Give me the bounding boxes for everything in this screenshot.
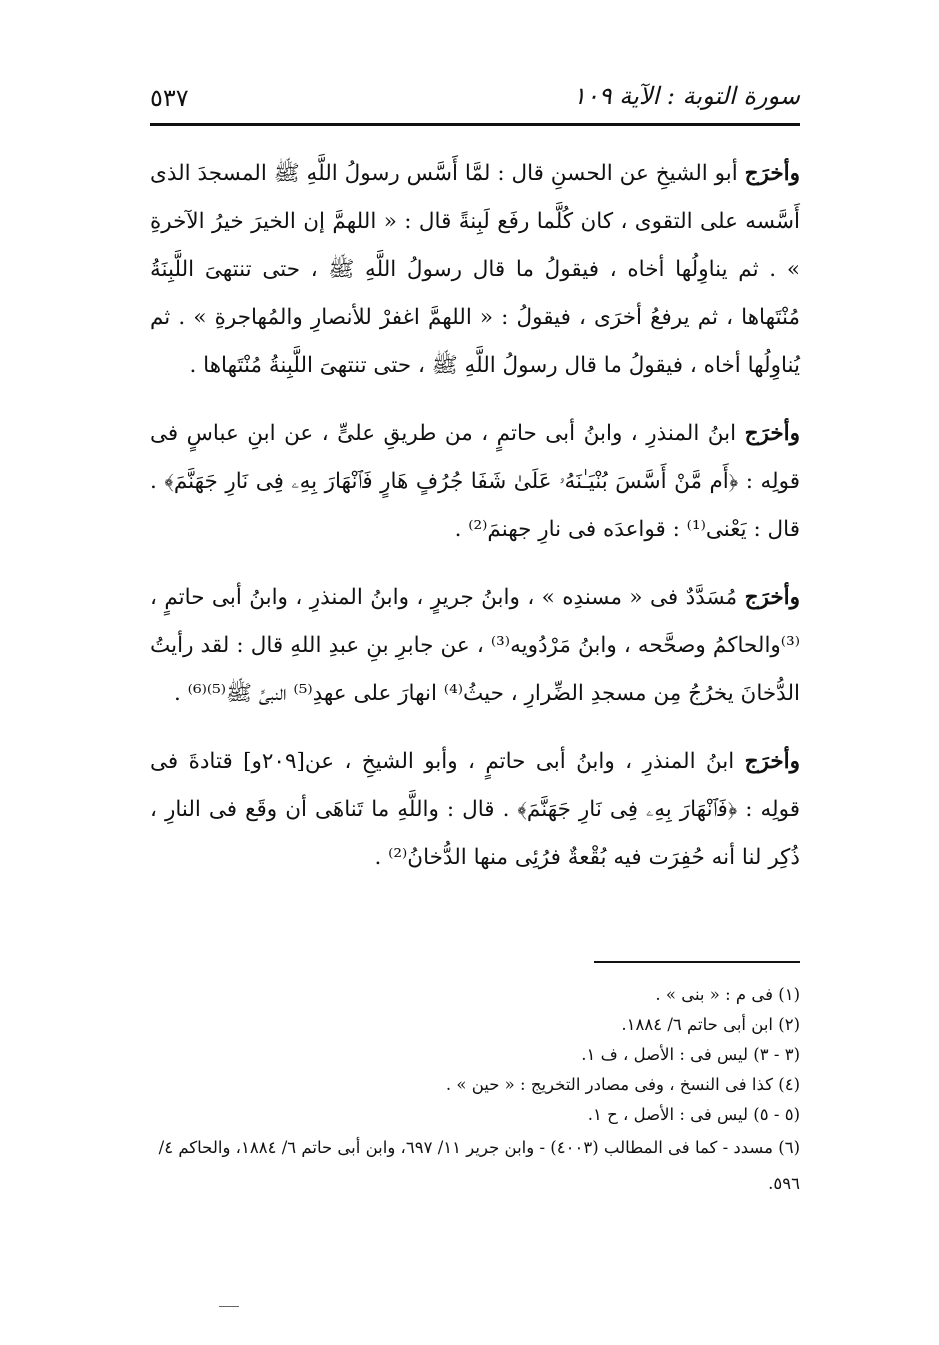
paragraph-3	[150, 574, 800, 718]
running-title: سورة التوبة : الآية ١٠٩	[572, 82, 800, 110]
footnote-1: (١) فى م : « بنى » .	[655, 985, 800, 1004]
paragraph-text: مُسَدَّدٌ فى « مسندِه » ، وابنُ جريرٍ ، وابنُ المنذرِ ، وابنُ أبى حاتمٍ ، ⁽³⁾والحاكمُ وصحَّحه ، وابنُ مَرْدُويه⁽³⁾ ، عن جابرِ بنِ عبدِ اللهِ قال : لقد رأيتُ الدُّخانَ يخرُجُ مِن مسجدِ الضِّرارِ ، حيثُ⁽⁴⁾ انهارَ على عهدِ⁽⁵⁾ النبىِّ ﷺ⁽⁵⁾⁽⁶⁾ .	[150, 585, 800, 706]
paragraph-4	[150, 738, 800, 882]
header-divider	[150, 123, 800, 126]
footnote-6: (٦) مسدد - كما فى المطالب (٤٠٠٣) - وابن جرير ١١/ ٦٩٧، وابن أبى حاتم ٦/ ١٨٨٤، والحاكم ٤/ ٥٩٦.	[158, 1138, 800, 1193]
footnote-5: (٥ - ٥) ليس فى : الأصل ، ح ١.	[587, 1105, 800, 1124]
footnote-3: (٣ - ٣) ليس فى : الأصل ، ف ١.	[581, 1045, 800, 1064]
page-header	[150, 78, 800, 118]
paragraph-1	[150, 150, 800, 390]
paragraph-intro: وأخرَج	[744, 421, 800, 446]
paragraph-text: أبو الشيخِ عن الحسنِ قال : لمَّا أَسَّس رسولُ اللَّهِ ﷺ المسجدَ الذى أَسَّسه على التقوى ، كان كُلَّما رفَع لَبِنةً قال : « اللهمَّ إن الخيرَ خيرُ الآخرةِ » . ثم يناوِلُها أخاه ، فيقولُ ما قال رسولُ اللَّهِ ﷺ ، حتى تنتهىَ اللَّبِنَةُ مُنْتَهاها ، ثم يرفعُ أخرَى ، فيقولُ : « اللهمَّ اغفرْ للأنصارِ والمُهاجرةِ » . ثم يُناوِلُها أخاه ، فيقولُ ما قال رسولُ اللَّهِ ﷺ ، حتى تنتهىَ اللَّبِنةُ مُنْتَهاها .	[150, 161, 800, 378]
page-number: ٥٣٧	[150, 84, 189, 112]
paragraph-2	[150, 410, 800, 554]
footnote-2: (٢) ابن أبى حاتم ٦/ ١٨٨٤.	[621, 1015, 800, 1034]
paragraph-text: ابنُ المنذرِ ، وابنُ أبى حاتمٍ ، وأبو الشيخِ ، عن[٢٠٩و] قتادةَ فى قولِه : ﴿فَٱنْهَارَ بِهِۦ فِى نَارِ جَهَنَّمَ﴾ . قال : واللَّهِ ما تَناهَى أن وقَع فى النارِ ، ذُكِر لنا أنه حُفِرَت فيه بُقْعةٌ فرُئِى منها الدُّخانُ⁽²⁾ .	[150, 749, 800, 870]
bottom-mark	[219, 1306, 239, 1307]
footnote-4: (٤) كذا فى النسخ ، وفى مصادر التخريج : « حين » .	[445, 1075, 800, 1094]
paragraph-text: ابنُ المنذرِ ، وابنُ أبى حاتمٍ ، من طريقِ علىٍّ ، عن ابنِ عباسٍ فى قولِه : ﴿أَم مَّنْ أَسَّسَ بُنْيَـٰنَهُۥ عَلَىٰ شَفَا جُرُفٍ هَارٍ فَٱنْهَارَ بِهِۦ فِى نَارِ جَهَنَّمَ﴾ . قال : يَعْنى⁽¹⁾ : قواعدَه فى نارِ جهنمَ⁽²⁾ .	[150, 421, 800, 542]
main-text	[150, 150, 800, 902]
paragraph-intro: وأخرَج	[744, 585, 800, 610]
footnotes	[150, 980, 800, 1202]
footnote-divider	[594, 961, 800, 963]
paragraph-intro: وأخرَج	[744, 749, 800, 774]
paragraph-intro: وأخرَج	[744, 161, 800, 186]
